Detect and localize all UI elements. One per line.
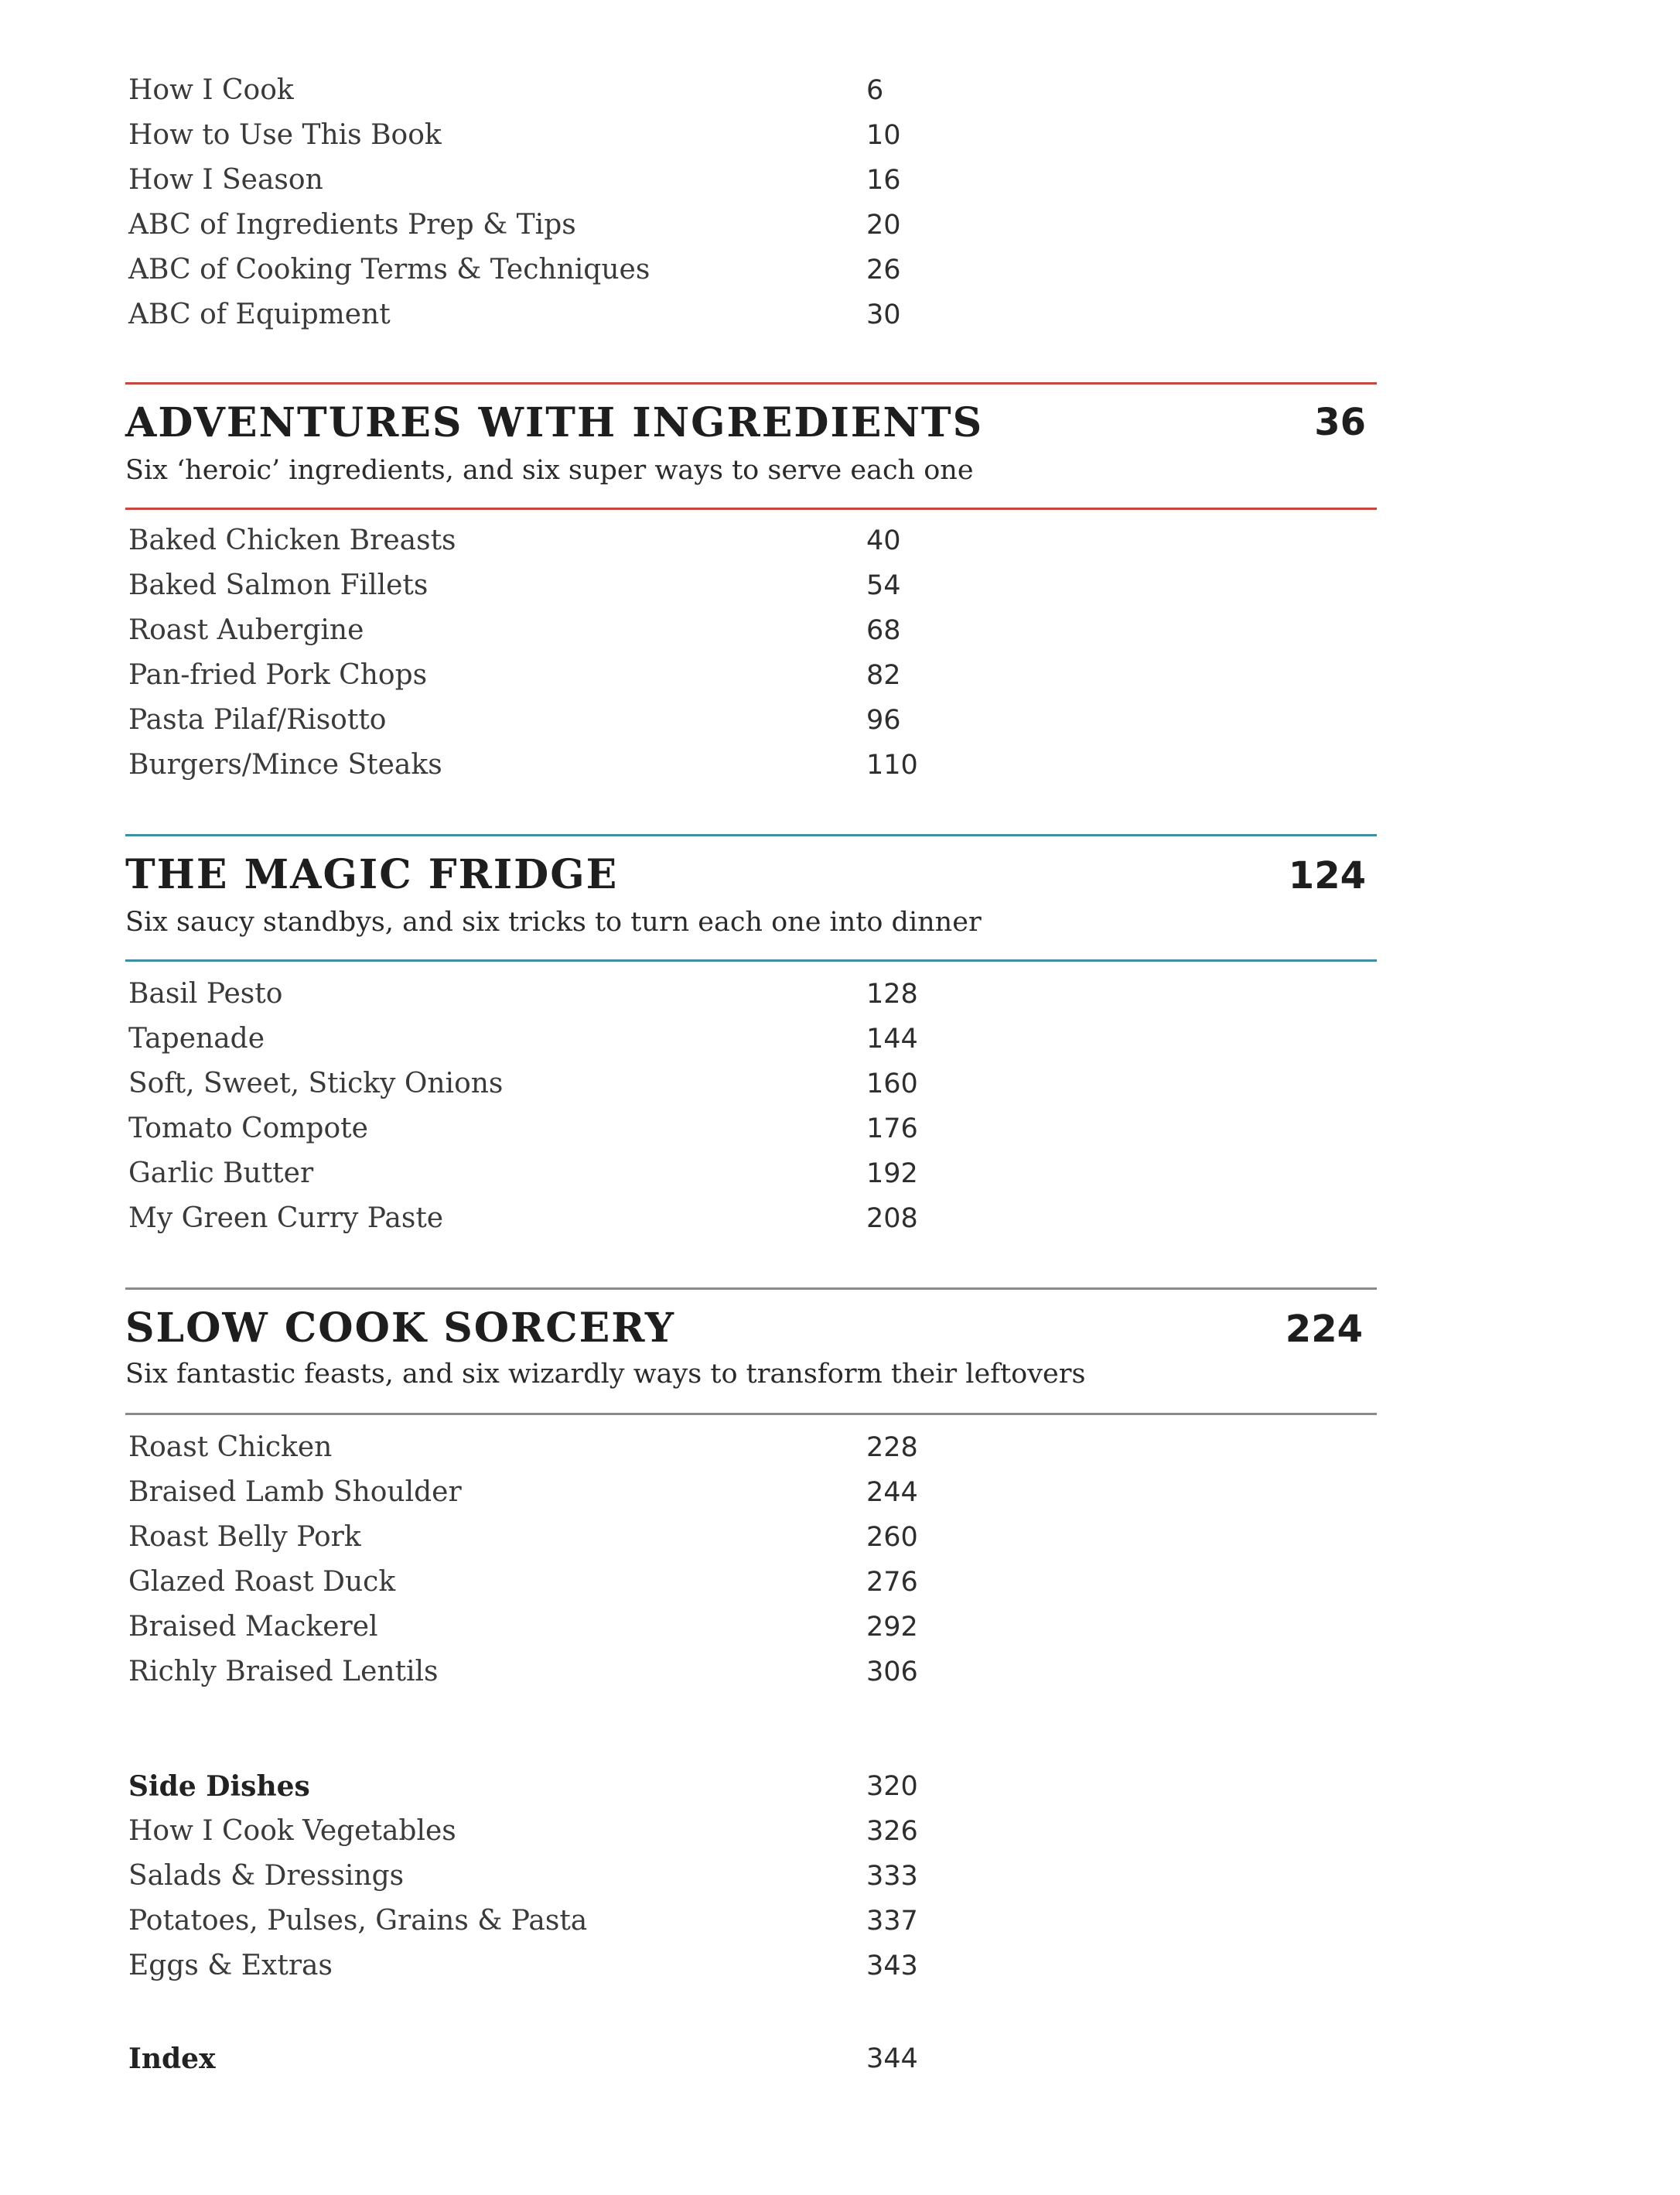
toc-entry-page: 192 <box>866 1158 918 1189</box>
toc-entry-page: 320 <box>866 1771 918 1802</box>
toc-entry-roast-chicken[interactable] <box>0 1425 1680 1470</box>
toc-entry-title: Braised Lamb Shoulder <box>128 1476 462 1508</box>
toc-entry-how-i-cook[interactable] <box>0 68 1680 113</box>
toc-entry-page: 10 <box>866 120 901 151</box>
toc-entry-page: 260 <box>866 1522 918 1553</box>
toc-entry-page: 344 <box>866 2043 918 2074</box>
toc-entry-page: 244 <box>866 1477 918 1508</box>
toc-entry-title: Potatoes, Pulses, Grains & Pasta <box>128 1905 588 1937</box>
toc-entry-basil-pesto[interactable] <box>0 972 1680 1017</box>
toc-entry-title: ABC of Cooking Terms & Techniques <box>128 254 650 285</box>
section-rule-top <box>125 382 1377 385</box>
toc-entry-page: 306 <box>866 1657 918 1687</box>
toc-entry-page: 20 <box>866 210 901 241</box>
section-rule-top <box>125 1287 1377 1290</box>
toc-entry-baked-chicken-breasts[interactable] <box>0 518 1680 563</box>
toc-entry-index[interactable] <box>0 2036 1680 2081</box>
toc-entry-title: My Green Curry Paste <box>128 1202 444 1234</box>
toc-entry-salads-dressings[interactable] <box>0 1854 1680 1899</box>
toc-entry-roast-belly-pork[interactable] <box>0 1515 1680 1560</box>
toc-entry-page: 208 <box>866 1203 918 1234</box>
toc-entry-title: Roast Chicken <box>128 1431 333 1463</box>
toc-entry-title: ABC of Equipment <box>128 299 391 330</box>
toc-entry-glazed-roast-duck[interactable] <box>0 1560 1680 1605</box>
toc-entry-page: 176 <box>866 1113 918 1144</box>
toc-entry-title: How I Season <box>128 164 323 196</box>
toc-entry-abc-ingredients[interactable] <box>0 203 1680 248</box>
toc-entry-title: Side Dishes <box>128 1770 310 1803</box>
toc-entry-tapenade[interactable] <box>0 1017 1680 1062</box>
section-rule-top <box>125 834 1377 836</box>
toc-entry-title: Soft, Sweet, Sticky Onions <box>128 1068 504 1099</box>
toc-entry-abc-equipment[interactable] <box>0 292 1680 337</box>
toc-entry-how-i-cook-vegetables[interactable] <box>0 1809 1680 1854</box>
toc-entry-title: Index <box>128 2043 216 2075</box>
toc-entry-title: Braised Mackerel <box>128 1611 378 1643</box>
toc-entry-green-curry-paste[interactable] <box>0 1196 1680 1241</box>
toc-entry-eggs-extras[interactable] <box>0 1944 1680 1988</box>
section-rule-bottom <box>125 1413 1377 1415</box>
toc-entry-how-i-season[interactable] <box>0 158 1680 203</box>
toc-entry-page: 343 <box>866 1951 918 1981</box>
toc-entry-page: 82 <box>866 660 901 691</box>
toc-entry-page: 276 <box>866 1567 918 1598</box>
toc-entry-side-dishes[interactable] <box>0 1764 1680 1809</box>
toc-entry-title: Roast Belly Pork <box>128 1521 361 1553</box>
toc-entry-title: Glazed Roast Duck <box>128 1566 396 1598</box>
toc-entry-burgers-mince-steaks[interactable] <box>0 743 1680 788</box>
toc-entry-title: Burgers/Mince Steaks <box>128 749 442 781</box>
toc-entry-page: 68 <box>866 615 901 646</box>
section-heading[interactable]: ADVENTURES WITH INGREDIENTS <box>125 399 984 446</box>
toc-entry-page: 54 <box>866 570 901 601</box>
toc-entry-title: How I Cook Vegetables <box>128 1815 456 1847</box>
toc-entry-title: Richly Braised Lentils <box>128 1656 439 1687</box>
toc-entry-page: 333 <box>866 1861 918 1892</box>
toc-entry-braised-mackerel[interactable] <box>0 1605 1680 1650</box>
toc-entry-page: 6 <box>866 75 884 106</box>
toc-entry-potatoes-pulses[interactable] <box>0 1899 1680 1944</box>
toc-entry-page: 40 <box>866 525 901 556</box>
toc-entry-page: 326 <box>866 1816 918 1847</box>
toc-entry-roast-aubergine[interactable] <box>0 608 1680 653</box>
toc-entry-page: 337 <box>866 1906 918 1937</box>
toc-entry-how-to-use-this-book[interactable] <box>0 113 1680 158</box>
toc-entry-title: Eggs & Extras <box>128 1950 333 1981</box>
toc-entry-braised-lamb-shoulder[interactable] <box>0 1470 1680 1515</box>
toc-entry-title: Pasta Pilaf/Risotto <box>128 704 387 736</box>
toc-entry-page: 228 <box>866 1432 918 1463</box>
toc-entry-title: Tomato Compote <box>128 1113 368 1144</box>
toc-entry-tomato-compote[interactable] <box>0 1106 1680 1151</box>
toc-entry-title: Baked Chicken Breasts <box>128 525 456 556</box>
toc-entry-title: How I Cook <box>128 74 294 106</box>
toc-entry-page: 128 <box>866 979 918 1010</box>
toc-entry-title: Baked Salmon Fillets <box>128 569 429 601</box>
toc-entry-page: 160 <box>866 1068 918 1099</box>
section-heading[interactable]: SLOW COOK SORCERY <box>125 1304 676 1352</box>
toc-entry-title: Pan-fried Pork Chops <box>128 659 428 691</box>
toc-entry-pasta-pilaf-risotto[interactable] <box>0 698 1680 743</box>
toc-entry-title: Roast Aubergine <box>128 614 364 646</box>
toc-entry-baked-salmon-fillets[interactable] <box>0 563 1680 608</box>
toc-entry-richly-braised-lentils[interactable] <box>0 1650 1680 1694</box>
section-rule-bottom <box>125 508 1377 510</box>
section-subtitle: Six saucy standbys, and six tricks to turn each one into dinner <box>125 907 982 938</box>
toc-entry-page: 110 <box>866 750 918 781</box>
section-page-number: 224 <box>1285 1308 1363 1351</box>
toc-entry-title: Garlic Butter <box>128 1157 314 1189</box>
toc-entry-title: Salads & Dressings <box>128 1860 405 1892</box>
toc-entry-title: Tapenade <box>128 1023 265 1055</box>
toc-entry-title: Basil Pesto <box>128 978 283 1010</box>
toc-entry-page: 16 <box>866 165 901 196</box>
section-page-number: 124 <box>1288 854 1366 897</box>
toc-entry-page: 26 <box>866 255 901 285</box>
toc-entry-title: ABC of Ingredients Prep & Tips <box>128 209 576 241</box>
section-page-number: 36 <box>1314 401 1366 444</box>
toc-entry-page: 96 <box>866 705 901 736</box>
toc-entry-page: 144 <box>866 1024 918 1055</box>
section-subtitle: Six fantastic feasts, and six wizardly ways to transform their leftovers <box>125 1359 1086 1390</box>
toc-entry-page: 292 <box>866 1612 918 1643</box>
toc-entry-sticky-onions[interactable] <box>0 1062 1680 1106</box>
toc-entry-garlic-butter[interactable] <box>0 1151 1680 1196</box>
toc-entry-pan-fried-pork-chops[interactable] <box>0 653 1680 698</box>
toc-entry-page: 30 <box>866 299 901 330</box>
section-subtitle: Six ‘heroic’ ingredients, and six super ways to serve each one <box>125 455 974 486</box>
toc-entry-abc-cooking-terms[interactable] <box>0 248 1680 292</box>
section-heading[interactable]: THE MAGIC FRIDGE <box>125 851 619 898</box>
toc-entry-title: How to Use This Book <box>128 119 442 151</box>
section-rule-bottom <box>125 959 1377 962</box>
